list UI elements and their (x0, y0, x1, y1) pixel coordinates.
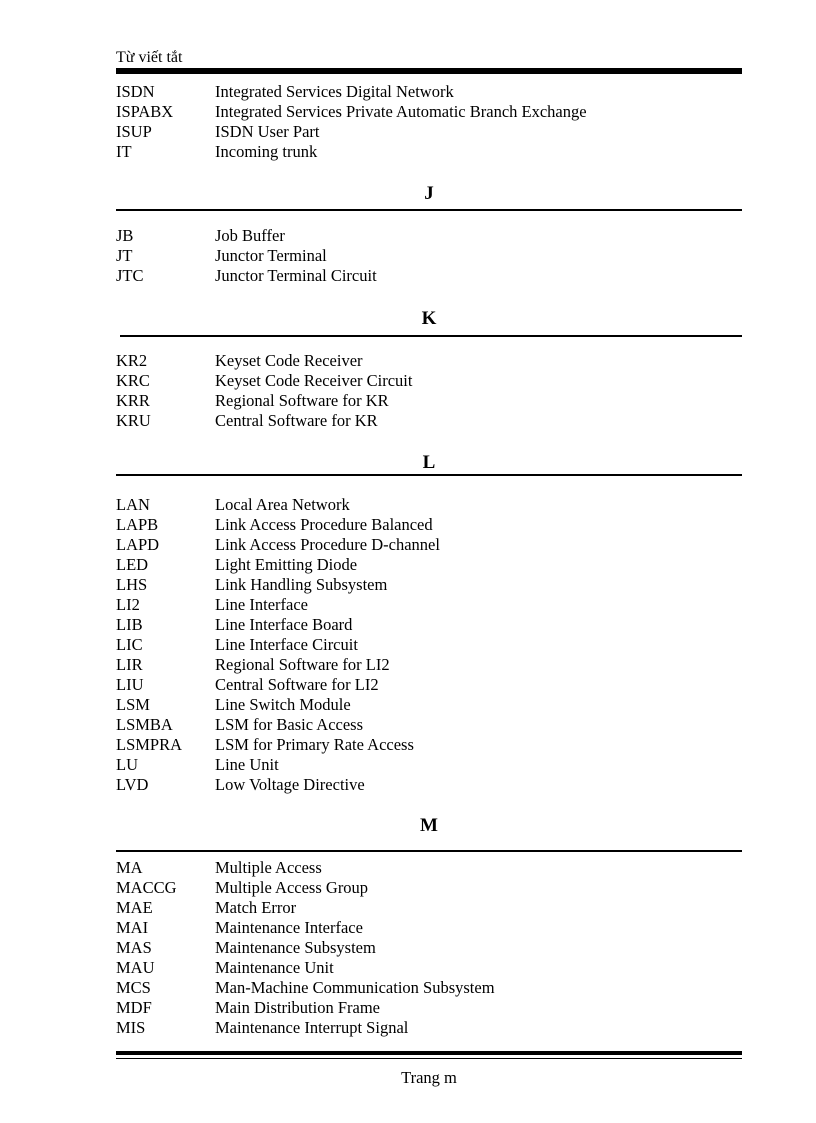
footer-rule (116, 1051, 742, 1055)
definition: Keyset Code Receiver (215, 351, 363, 370)
abbreviation: ISUP (116, 122, 152, 141)
abbreviation: MA (116, 858, 143, 877)
abbreviation: LU (116, 755, 138, 774)
definition: Maintenance Subsystem (215, 938, 376, 957)
abbreviation: LSM (116, 695, 150, 714)
definition: Junctor Terminal Circuit (215, 266, 377, 285)
abbreviation: LAPD (116, 535, 160, 554)
definition: LSM for Primary Rate Access (215, 735, 414, 754)
definition: Integrated Services Private Automatic Branch Exchange (215, 102, 587, 121)
definition: Multiple Access Group (215, 878, 369, 897)
abbreviation: LHS (116, 575, 148, 594)
definition: Maintenance Unit (215, 958, 334, 977)
section-letter-m: M (420, 815, 438, 836)
definition: Main Distribution Frame (215, 998, 380, 1017)
abbreviation: LAPB (116, 515, 159, 534)
abbreviation: LI2 (116, 595, 140, 614)
section-letter-l: L (422, 452, 436, 473)
definition: Low Voltage Directive (215, 775, 365, 794)
abbreviation: JB (116, 226, 134, 245)
abbreviation: MDF (116, 998, 152, 1017)
section-rule (116, 209, 742, 211)
abbreviation: JT (116, 246, 133, 265)
abbreviation: MAS (116, 938, 152, 957)
definition: Junctor Terminal (215, 246, 327, 265)
definition: Keyset Code Receiver Circuit (215, 371, 413, 390)
section-rule (116, 850, 742, 852)
section-letter-j: J (424, 183, 434, 204)
definition: Line Interface Board (215, 615, 353, 634)
definition: LSM for Basic Access (215, 715, 364, 734)
abbreviation: MIS (116, 1018, 146, 1037)
definition: Regional Software for KR (215, 391, 389, 410)
section-rule (116, 474, 742, 476)
definition: Central Software for KR (215, 411, 378, 430)
abbreviation: MCS (116, 978, 151, 997)
abbreviation: MACCG (116, 878, 177, 897)
abbreviation: LVD (116, 775, 149, 794)
abbreviation: LIU (116, 675, 144, 694)
definition: Job Buffer (215, 226, 285, 245)
definition: Link Access Procedure D-channel (215, 535, 440, 554)
abbreviation: MAE (116, 898, 153, 917)
definition: ISDN User Part (215, 122, 320, 141)
definition: Line Interface Circuit (215, 635, 358, 654)
abbreviation: LAN (116, 495, 150, 514)
page-header-title: Từ viết tắt (116, 49, 183, 66)
footer-rule-thin (116, 1058, 742, 1059)
section-letter-k: K (421, 308, 437, 329)
abbreviation: IT (116, 142, 132, 161)
abbreviation: LSMPRA (116, 735, 183, 754)
abbreviation: LSMBA (116, 715, 173, 734)
abbreviation: KR2 (116, 351, 148, 370)
abbreviation: JTC (116, 266, 144, 285)
section-rule (120, 335, 742, 337)
abbreviation: KRC (116, 371, 150, 390)
definition: Line Unit (215, 755, 279, 774)
definition: Line Switch Module (215, 695, 351, 714)
definition: Multiple Access (215, 858, 322, 877)
abbreviation: ISDN (116, 82, 155, 101)
abbreviation: KRR (116, 391, 150, 410)
abbreviation: LED (116, 555, 149, 574)
abbreviation: KRU (116, 411, 151, 430)
abbreviation: LIR (116, 655, 143, 674)
definition: Link Access Procedure Balanced (215, 515, 433, 534)
abbreviation: MAU (116, 958, 155, 977)
definition: Local Area Network (215, 495, 350, 514)
abbreviation: LIB (116, 615, 143, 634)
definition: Light Emitting Diode (215, 555, 358, 574)
definition: Man-Machine Communication Subsystem (215, 978, 495, 997)
definition: Incoming trunk (215, 142, 318, 161)
definition: Central Software for LI2 (215, 675, 379, 694)
definition: Link Handling Subsystem (215, 575, 388, 594)
abbreviation: ISPABX (116, 102, 174, 121)
page-number: Trang m (401, 1068, 457, 1087)
definition: Match Error (215, 898, 297, 917)
definition: Integrated Services Digital Network (215, 82, 454, 101)
definition: Maintenance Interrupt Signal (215, 1018, 409, 1037)
definition: Line Interface (215, 595, 308, 614)
header-rule (116, 68, 742, 74)
definition: Regional Software for LI2 (215, 655, 390, 674)
abbreviation: LIC (116, 635, 143, 654)
abbreviation: MAI (116, 918, 149, 937)
definition: Maintenance Interface (215, 918, 363, 937)
